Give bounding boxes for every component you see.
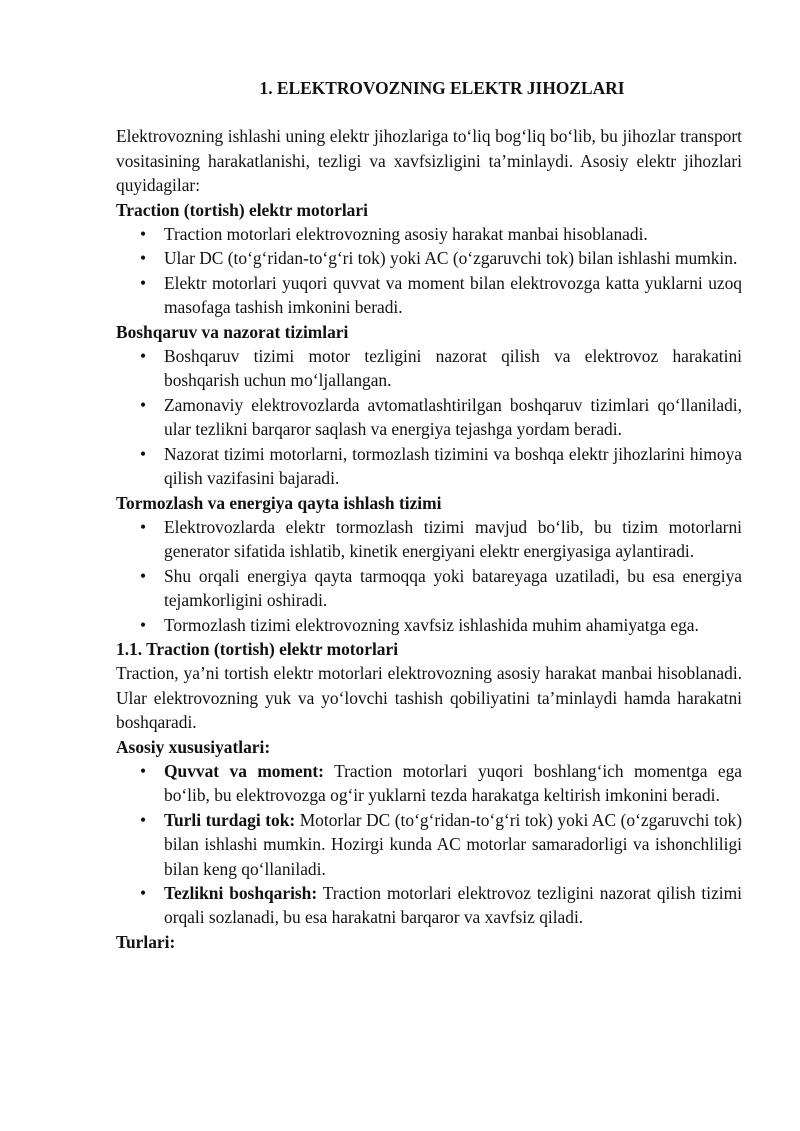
list-item: • Boshqaruv tizimi motor tezligini nazorat qilish va elektrovoz harakatini boshqarish uchun mo‘ljallangan. <box>140 346 742 391</box>
list-item: • Ular DC (to‘g‘ridan-to‘g‘ri tok) yoki AC (o‘zgaruvchi tok) bilan ishlashi mumkin. <box>116 246 742 270</box>
list-item: • Quvvat va moment: Traction motorlari yuqori boshlang‘ich momentga ega bo‘lib, bu elektrovozga og‘ir yuklarni tezda harakatga keltirish imkonini beradi. <box>140 760 742 806</box>
bullet-icon: • <box>140 443 147 464</box>
bullet-list-braking <box>116 515 742 637</box>
bullet-icon: • <box>140 809 147 830</box>
subsection-heading: 1.1. Traction (tortish) elektr motorlari <box>116 638 399 659</box>
bullet-icon: • <box>140 614 147 635</box>
bullet-list-control <box>116 344 742 490</box>
bullet-icon: • <box>140 883 147 903</box>
section-heading-control: Boshqaruv va nazorat tizimlari <box>116 321 349 342</box>
document-page <box>116 76 742 954</box>
list-item: • Elektr motorlari yuqori quvvat va moment bilan elektrovozga katta yuklarni uzoq masofaga tashish imkonini beradi. <box>140 272 742 318</box>
bullet-icon: • <box>140 760 147 781</box>
list-item: • Tormozlash tizimi elektrovozning xavfsiz ishlashida muhim ahamiyatga ega. <box>116 613 742 637</box>
features-heading: Asosiy xususiyatlari: <box>116 736 271 757</box>
bullet-icon: • <box>140 346 147 367</box>
list-item: • Traction motorlari elektrovozning asosiy harakat manbai hisoblanadi. <box>116 222 742 246</box>
section-heading-braking: Tormozlash va energiya qayta ishlash tizimi <box>116 492 442 513</box>
page-title: 1. ELEKTROVOZNING ELEKTR JIHOZLARI <box>259 78 625 98</box>
bullet-icon: • <box>140 565 147 586</box>
list-item: • Shu orqali energiya qayta tarmoqqa yoki batareyaga uzatiladi, bu esa energiya tejamkorligini oshiradi. <box>140 565 742 611</box>
types-heading: Turlari: <box>116 931 176 952</box>
bullet-icon: • <box>140 224 147 245</box>
section-heading-traction: Traction (tortish) elektr motorlari <box>116 199 368 220</box>
feature-term: Quvvat va moment: <box>164 760 324 781</box>
list-item: • Turli turdagi tok: Motorlar DC (to‘g‘ridan-to‘g‘ri tok) yoki AC (o‘zgaruvchi tok) bilan ishlashi mumkin. Hozirgi kunda AC motorlar samaradorligi va ishonchliligi bilan keng qo‘llaniladi. <box>140 809 742 879</box>
features-list <box>116 759 742 930</box>
bullet-icon: • <box>140 394 147 415</box>
subsection-paragraph: Traction, ya’ni tortish elektr motorlari elektrovozning asosiy harakat manbai hisoblanadi. Ular elektrovozning yuk va yo‘lovchi tashish qobiliyatini ta’minlaydi hamda harakatni boshqaradi. <box>116 663 742 733</box>
list-item: • Zamonaviy elektrovozlarda avtomatlashtirilgan boshqaruv tizimlari qo‘llaniladi, ular tezlikni barqaror saqlash va energiya tejashga yordam beradi. <box>140 394 742 440</box>
bullet-icon: • <box>140 516 147 537</box>
feature-term: Tezlikni boshqarish: <box>164 883 318 903</box>
feature-term: Turli turdagi tok: <box>164 809 296 830</box>
list-item: • Nazorat tizimi motorlarni, tormozlash tizimini va boshqa elektr jihozlarini himoya qilish vazifasini bajaradi. <box>140 443 742 489</box>
list-item: • Tezlikni boshqarish: Traction motorlari elektrovoz tezligini nazorat qilish tizimi orqali sozlanadi, bu esa harakatni barqaror va xavfsiz qiladi. <box>140 883 742 928</box>
list-item: • Elektrovozlarda elektr tormozlash tizimi mavjud bo‘lib, bu tizim motorlarni generator sifatida ishlatib, kinetik energiyani elektr energiyasiga aylantiradi. <box>140 516 742 562</box>
intro-paragraph: Elektrovozning ishlashi uning elektr jihozlariga to‘liq bog‘liq bo‘lib, bu jihozlar transport vositasining harakatlanishi, tezligi va xavfsizligini ta’minlaydi. Asosiy elektr jihozlari quyidagilar: <box>116 126 742 196</box>
bullet-list-traction <box>116 222 742 320</box>
bullet-icon: • <box>140 248 147 269</box>
bullet-icon: • <box>140 272 147 293</box>
